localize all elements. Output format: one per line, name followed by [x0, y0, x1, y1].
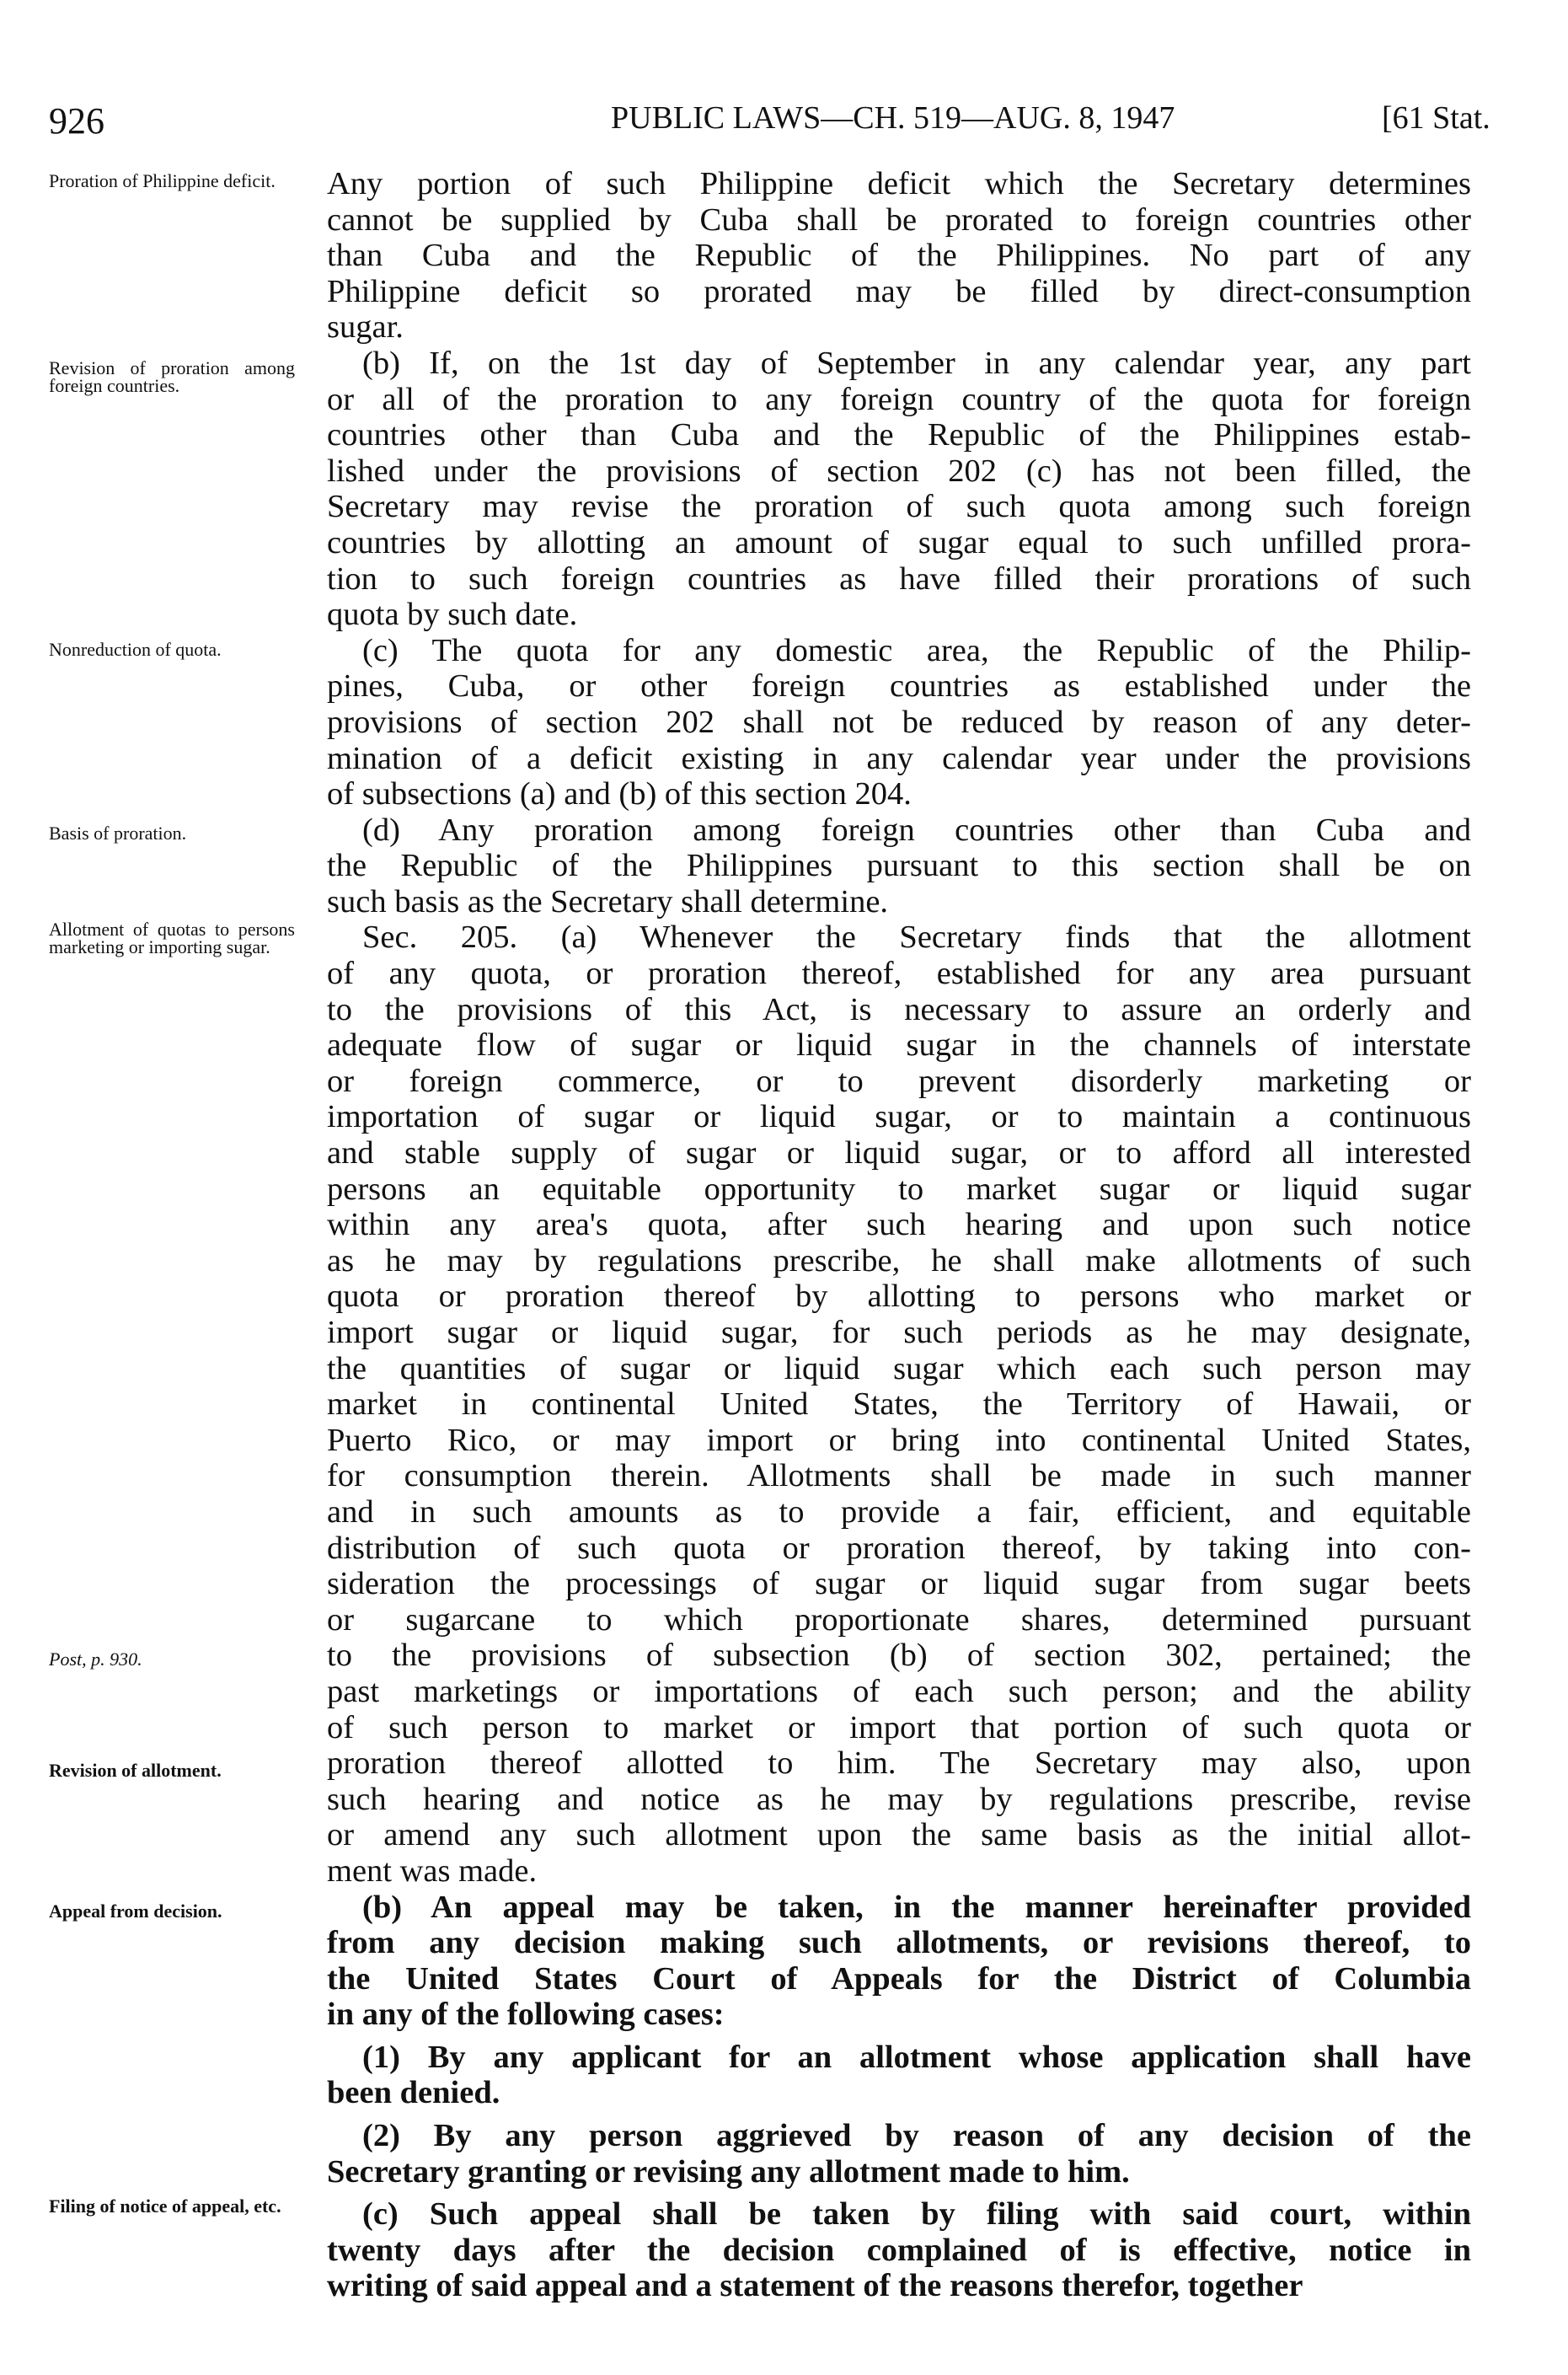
- text-line: import sugar or liquid sugar, for such periods as he may designate,: [327, 1315, 1471, 1350]
- margin-note: Appeal from decision.: [49, 1901, 222, 1922]
- text-line: distribution of such quota or proration thereof, by taking into con-: [327, 1530, 1471, 1566]
- text-line: or amend any such allotment upon the same basis as the initial allot-: [327, 1817, 1471, 1853]
- paragraph: [327, 2118, 1471, 2190]
- text-line: sugar.: [327, 309, 404, 346]
- text-line: within any area's quota, after such hearing and upon such notice: [327, 1207, 1471, 1243]
- text-line: twenty days after the decision complained of is effective, notice in: [327, 2232, 1471, 2268]
- text-line: (c) Such appeal shall be taken by filing with said court, within: [362, 2196, 1471, 2233]
- margin-note: Basis of proration.: [49, 823, 187, 844]
- text-line: been denied.: [327, 2075, 500, 2111]
- text-line: persons an equitable opportunity to market sugar or liquid sugar: [327, 1171, 1471, 1207]
- text-line: of such person to market or import that portion of such quota or: [327, 1709, 1471, 1745]
- text-line: past marketings or importations of each such person; and the ability: [327, 1673, 1471, 1709]
- text-line: importation of sugar or liquid sugar, or to maintain a continuous: [327, 1099, 1471, 1135]
- text-line: than Cuba and the Republic of the Philippines. No part of any: [327, 238, 1471, 274]
- text-line: Sec. 205. (a) Whenever the Secretary finds that the allotment: [362, 919, 1471, 956]
- text-line: proration thereof allotted to him. The Secretary may also, upon: [327, 1745, 1471, 1782]
- text-line: or all of the proration to any foreign country of the quota for foreign: [327, 381, 1471, 417]
- margin-note: Nonreduction of quota.: [49, 639, 222, 660]
- text-line: (b) An appeal may be taken, in the manner hereinafter provided: [362, 1889, 1471, 1925]
- text-line: from any decision making such allotments, or revisions thereof, to: [327, 1925, 1471, 1961]
- text-line: countries other than Cuba and the Republic of the Philippines estab-: [327, 417, 1471, 453]
- text-line: the quantities of sugar or liquid sugar which each such person may: [327, 1350, 1471, 1386]
- margin-note: Allotment of quotas to persons marketing or importing sugar.: [49, 919, 295, 957]
- page-number: 926: [49, 100, 104, 142]
- margin-note: Filing of notice of appeal, etc.: [49, 2195, 281, 2217]
- volume-reference: [61 Stat.: [1382, 100, 1490, 136]
- text-line: provisions of section 202 shall not be reduced by reason of any deter-: [327, 704, 1471, 740]
- paragraph: [327, 812, 1471, 920]
- text-line: to the provisions of this Act, is necessary to assure an orderly and: [327, 991, 1471, 1027]
- margin-note: Proration of Philippine deficit.: [49, 170, 276, 191]
- text-line: ment was made.: [327, 1852, 538, 1889]
- statute-text: [327, 166, 1471, 2304]
- text-line: Philippine deficit so prorated may be filled by direct-consumption: [327, 273, 1471, 309]
- text-line: market in continental United States, the Territory of Hawaii, or: [327, 1386, 1471, 1423]
- text-line: mination of a deficit existing in any calendar year under the provisions: [327, 740, 1471, 776]
- text-line: Puerto Rico, or may import or bring into continental United States,: [327, 1422, 1471, 1458]
- text-line: countries by allotting an amount of sugar equal to such unfilled prora-: [327, 524, 1471, 560]
- text-line: Secretary may revise the proration of such quota among such foreign: [327, 489, 1471, 525]
- text-line: (1) By any applicant for an allotment whose application shall have: [362, 2039, 1471, 2075]
- text-line: or foreign commerce, or to prevent disorderly marketing or: [327, 1063, 1471, 1099]
- paragraph: [327, 346, 1471, 633]
- text-line: the United States Court of Appeals for the District of Columbia: [327, 1960, 1471, 1997]
- text-line: such basis as the Secretary shall determine.: [327, 883, 889, 919]
- text-line: cannot be supplied by Cuba shall be prorated to foreign countries other: [327, 201, 1471, 238]
- text-line: the Republic of the Philippines pursuant to this section shall be on: [327, 848, 1471, 884]
- text-line: (2) By any person aggrieved by reason of any decision of the: [362, 2118, 1471, 2154]
- paragraph: [327, 2196, 1471, 2304]
- text-line: of any quota, or proration thereof, established for any area pursuant: [327, 956, 1471, 992]
- text-line: and in such amounts as to provide a fair, efficient, and equitable: [327, 1493, 1471, 1530]
- text-line: pines, Cuba, or other foreign countries as established under the: [327, 668, 1471, 705]
- text-line: lished under the provisions of section 202 (c) has not been filled, the: [327, 453, 1471, 489]
- text-line: for consumption therein. Allotments shall be made in such manner: [327, 1458, 1471, 1494]
- text-line: quota or proration thereof by allotting to persons who market or: [327, 1279, 1471, 1315]
- paragraph: [327, 166, 1471, 346]
- text-line: and stable supply of sugar or liquid sugar, or to afford all interested: [327, 1135, 1471, 1171]
- margin-note: Revision of allotment.: [49, 1760, 222, 1781]
- paragraph: [327, 2040, 1471, 2111]
- text-line: adequate flow of sugar or liquid sugar in the channels of interstate: [327, 1027, 1471, 1064]
- text-line: Secretary granting or revising any allotment made to him.: [327, 2153, 1130, 2190]
- text-line: to the provisions of subsection (b) of section 302, pertained; the: [327, 1638, 1471, 1674]
- text-line: Any portion of such Philippine deficit which the Secretary determines: [327, 166, 1471, 201]
- text-line: in any of the following cases:: [327, 1997, 725, 2033]
- paragraph: [327, 1890, 1471, 2033]
- text-line: tion to such foreign countries as have filled their prorations of such: [327, 560, 1471, 597]
- text-line: quota by such date.: [327, 597, 578, 633]
- running-head: PUBLIC LAWS—CH. 519—AUG. 8, 1947: [611, 100, 1175, 136]
- text-line: (d) Any proration among foreign countries other than Cuba and: [362, 812, 1471, 848]
- paragraph: [327, 919, 1471, 1889]
- text-line: writing of said appeal and a statement of the reasons therefor, together: [327, 2268, 1303, 2304]
- text-line: (c) The quota for any domestic area, the Republic of the Philip-: [362, 632, 1471, 668]
- text-line: of subsections (a) and (b) of this section 204.: [327, 776, 912, 812]
- text-line: as he may by regulations prescribe, he shall make allotments of such: [327, 1242, 1471, 1279]
- margin-note: Revision of proration among foreign countries.: [49, 357, 295, 396]
- text-line: or sugarcane to which proportionate shares, determined pursuant: [327, 1601, 1471, 1638]
- text-line: such hearing and notice as he may by regulations prescribe, revise: [327, 1781, 1471, 1817]
- text-line: sideration the processings of sugar or liquid sugar from sugar beets: [327, 1566, 1471, 1602]
- text-line: (b) If, on the 1st day of September in any calendar year, any part: [362, 345, 1471, 381]
- margin-note-cross-reference: Post, p. 930.: [49, 1649, 142, 1670]
- paragraph: [327, 633, 1471, 812]
